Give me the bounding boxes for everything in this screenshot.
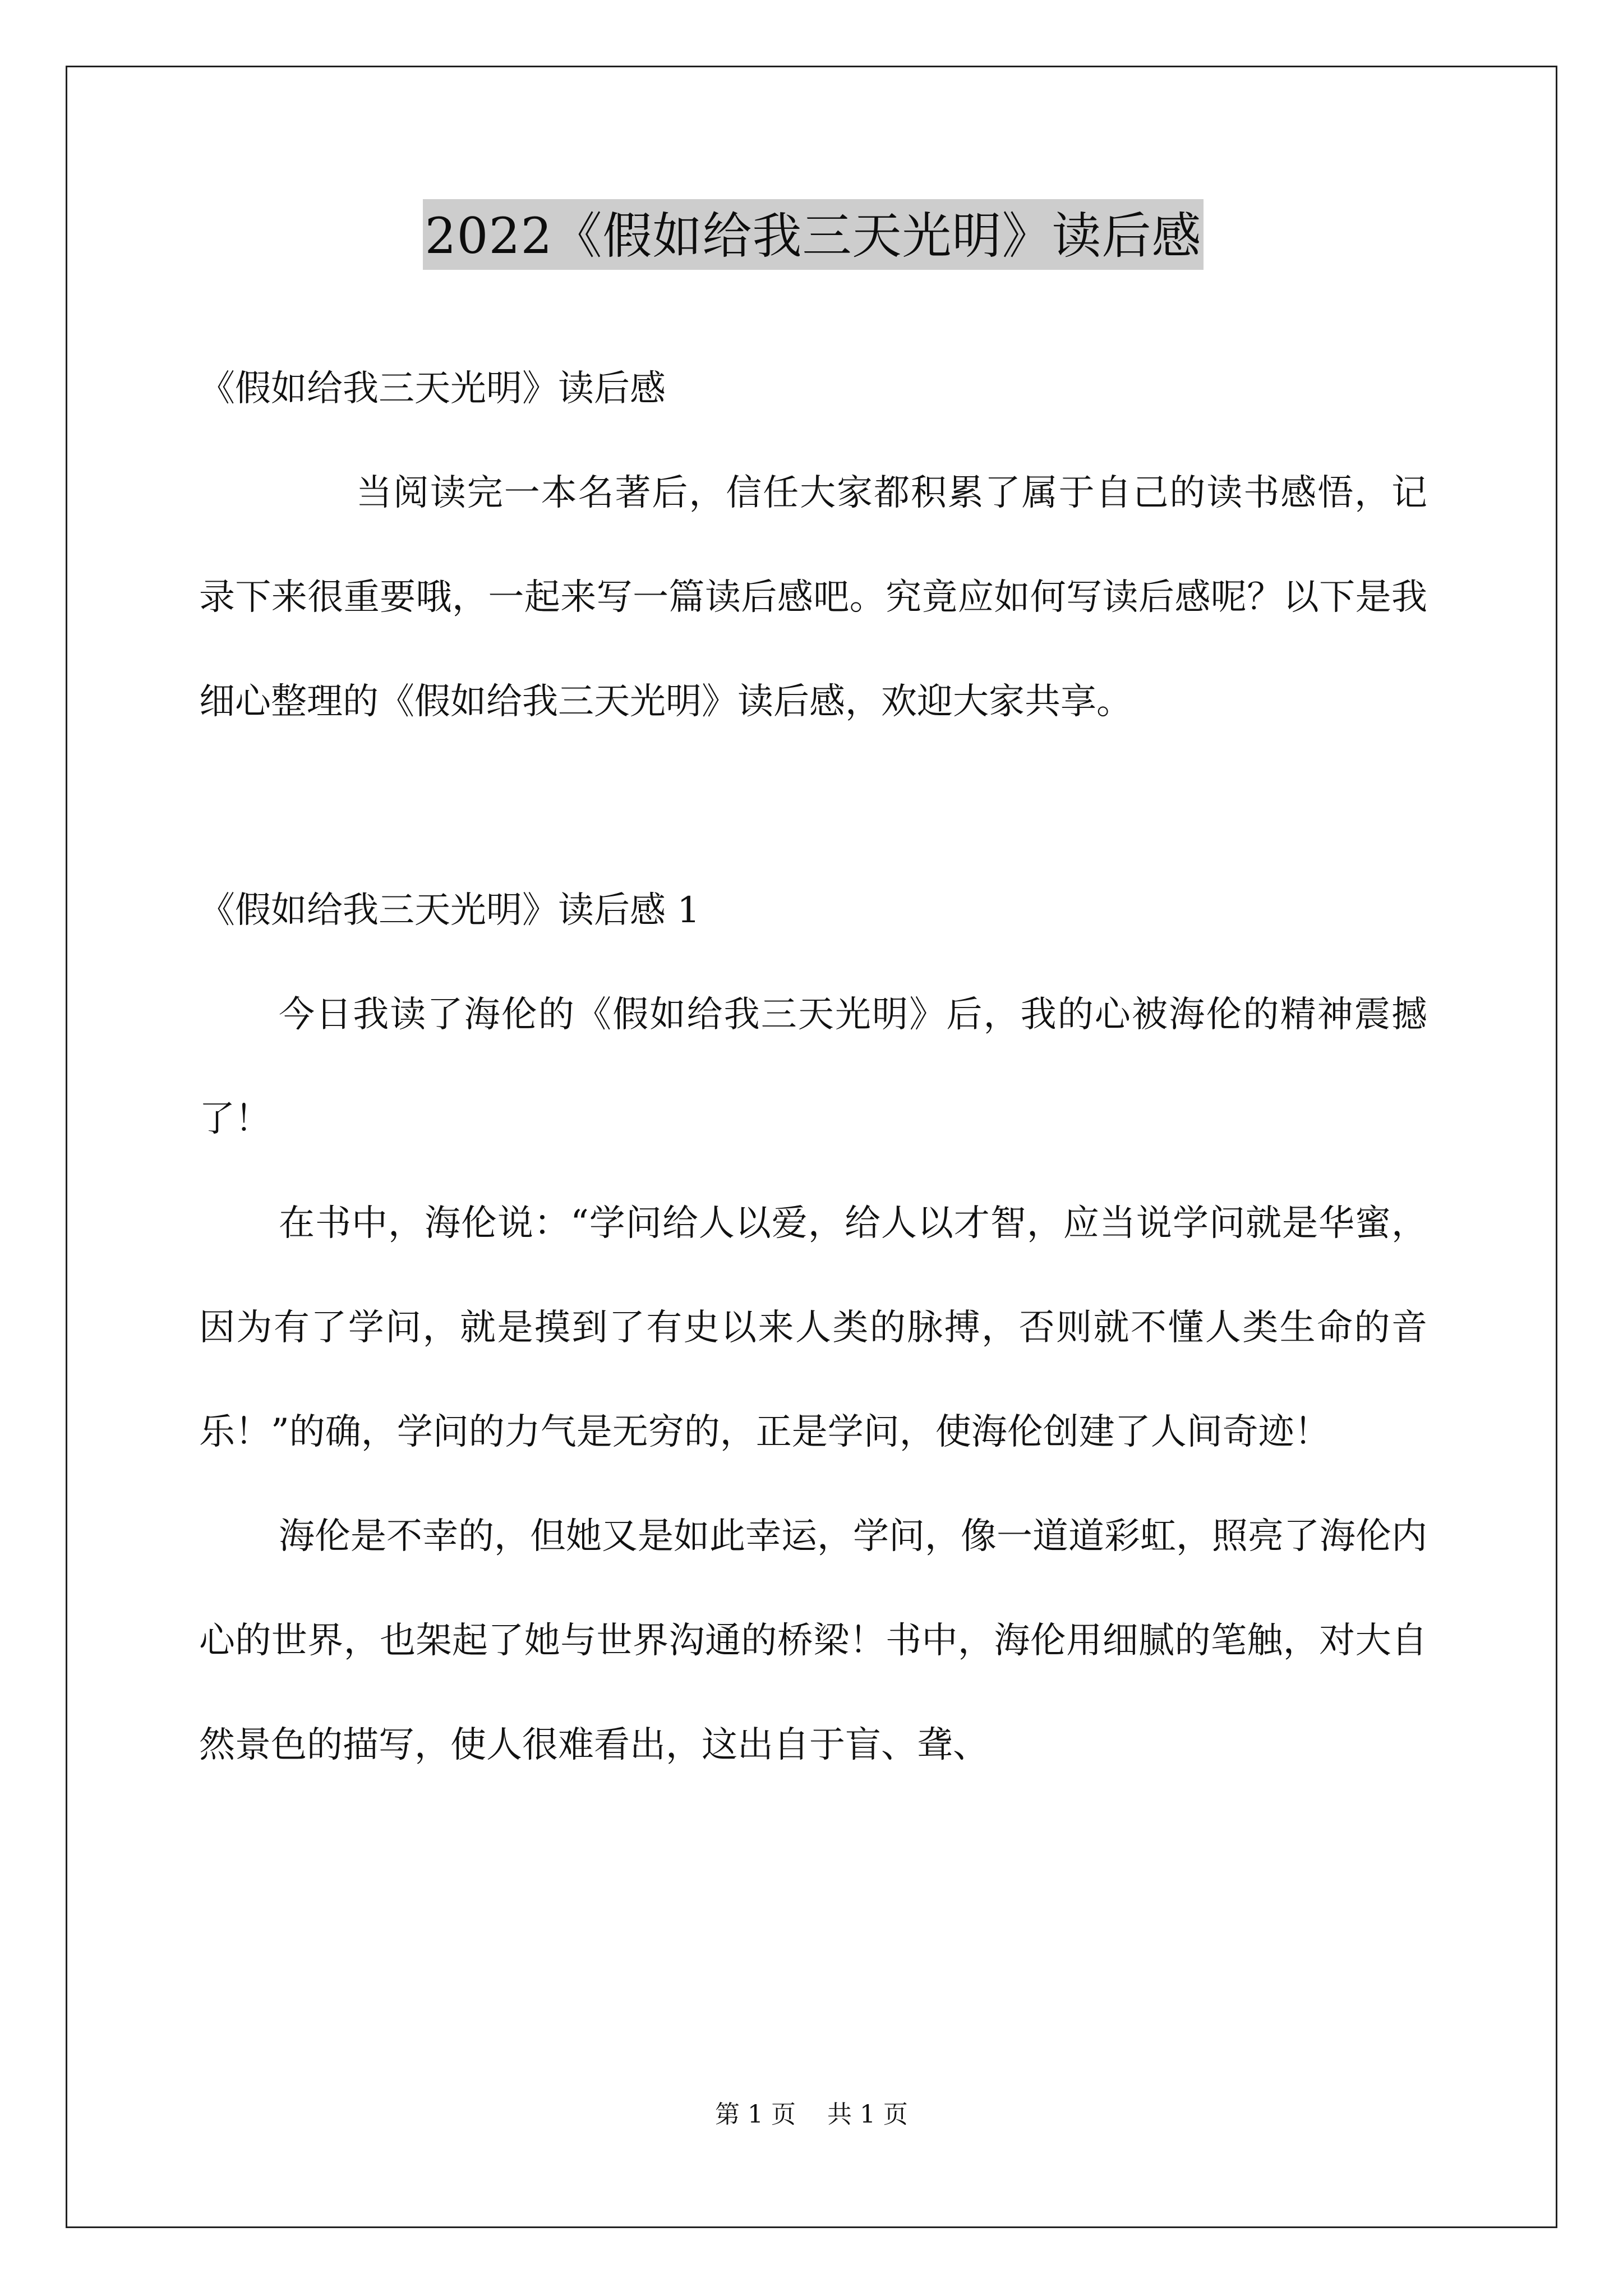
section-heading: 《假如给我三天光明》读后感 1 bbox=[199, 890, 700, 931]
document-title: 2022《假如给我三天光明》读后感 bbox=[423, 199, 1204, 270]
body-paragraph: 在书中，海伦说：“学问给人以爱，给人以才智，应当说学问就是华蜜，因为有了学问，就是摸到了有史以来人类的脉搏，否则就不懂人类生命的音乐！”的确，学问的力气是无穷的，正是学问，使海伦创建了人间奇迹！ bbox=[199, 1203, 1427, 1453]
body-paragraph: 今日我读了海伦的《假如给我三天光明》后，我的心被海伦的精神震撼了！ bbox=[199, 994, 1427, 1140]
document-body bbox=[199, 199, 1427, 1797]
intro-paragraph: 当阅读完一本名著后，信任大家都积累了属于自己的读书感悟，记录下来很重要哦，一起来写一篇读后感吧。究竟应如何写读后感呢？以下是我细心整理的《假如给我三天光明》读后感，欢迎大家共享。 bbox=[199, 472, 1427, 723]
section-spacer bbox=[199, 754, 1427, 858]
document-subtitle: 《假如给我三天光明》读后感 bbox=[199, 368, 666, 409]
body-paragraph: 海伦是不幸的，但她又是如此幸运，学问，像一道道彩虹，照亮了海伦内心的世界，也架起了她与世界沟通的桥梁！书中，海伦用细腻的笔触，对大自然景色的描写，使人很难看出，这出自于盲、聋、 bbox=[199, 1516, 1427, 1766]
page-footer: 第 1 页 共 1 页 bbox=[715, 2100, 908, 2129]
title-container bbox=[199, 199, 1427, 275]
